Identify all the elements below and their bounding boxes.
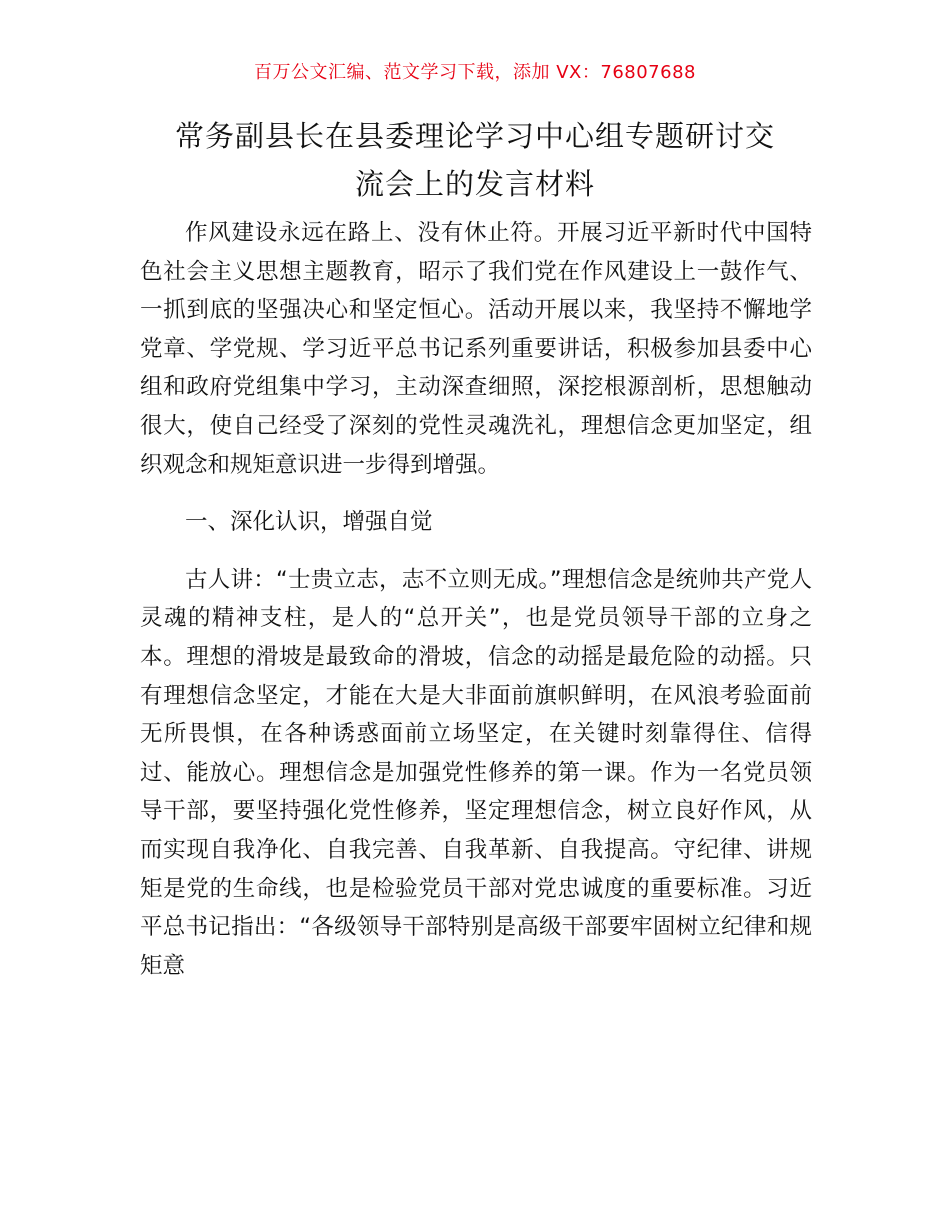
title-line-1: 常务副县长在县委理论学习中心组专题研讨交 [174, 119, 775, 153]
document-title [120, 112, 830, 208]
section-heading-1: 一、深化认识，增强自觉 [185, 509, 433, 536]
document-body [140, 214, 812, 985]
paragraph-section-1: 古人讲：“士贵立志，志不立则无成。”理想信念是统帅共产党人灵魂的精神支柱，是人的“总开关”，也是党员领导干部的立身之本。理想的滑坡是最致命的滑坡，信念的动摇是最危险的动摇。只有理想信念坚定，才能在大是大非面前旗帜鲜明，在风浪考验面前无所畏惧，在各种诱惑面前立场坚定，在关键时刻靠得住、信得过、能放心。理想信念是加强党性修养的第一课。作为一名党员领导干部，要坚持强化党性修养，坚定理想信念，树立良好作风，从而实现自我净化、自我完善、自我革新、自我提高。守纪律、讲规矩是党的生命线，也是检验党员干部对党忠诚度的重要标准。习近平总书记指出：“各级领导干部特别是高级干部要牢固树立纪律和规矩意 [140, 566, 812, 979]
header-watermark-text: 百万公文汇编、范文学习下载，添加 VX：76807688 [254, 62, 696, 83]
title-line-2: 流会上的发言材料 [354, 167, 595, 201]
paragraph-intro: 作风建设永远在路上、没有休止符。开展习近平新时代中国特色社会主义思想主题教育，昭示了我们党在作风建设上一鼓作气、一抓到底的坚强决心和坚定恒心。活动开展以来，我坚持不懈地学党章、学党规、学习近平总书记系列重要讲话，积极参加县委中心组和政府党组集中学习，主动深查细照，深挖根源剖析，思想触动很大，使自己经受了深刻的党性灵魂洗礼，理想信念更加坚定，组织观念和规矩意识进一步得到增强。 [140, 220, 812, 478]
